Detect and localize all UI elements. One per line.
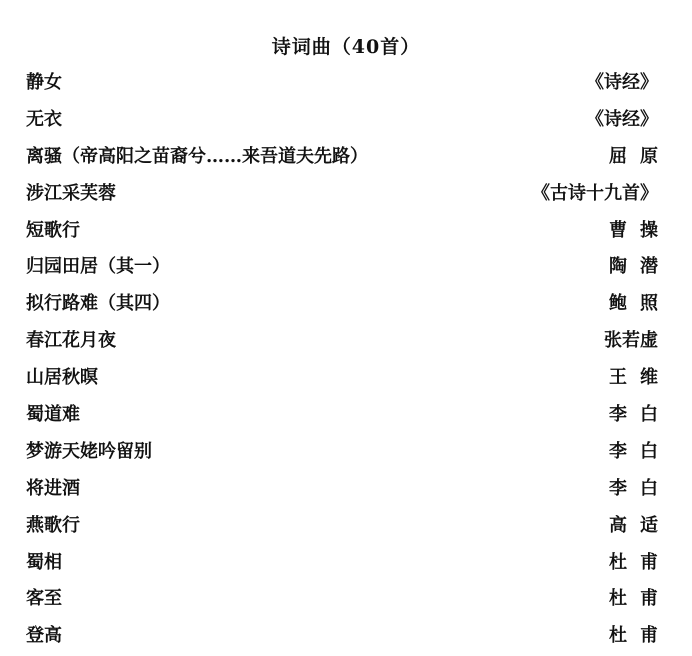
- poem-title: 蜀道难: [26, 404, 80, 426]
- poem-author: 《诗经》: [586, 108, 658, 130]
- list-item: [26, 546, 671, 583]
- list-item: [26, 582, 671, 619]
- list-item: [26, 619, 671, 656]
- list-item: [26, 250, 671, 287]
- poem-author: 杜甫: [609, 588, 671, 610]
- list-item: [26, 324, 658, 361]
- list-item: [26, 287, 671, 324]
- poem-list: [26, 66, 671, 656]
- poem-title: 客至: [26, 588, 62, 610]
- poem-author: 杜甫: [609, 551, 671, 573]
- list-item: [26, 472, 671, 509]
- poem-title: 燕歌行: [26, 514, 80, 536]
- list-item: [26, 509, 671, 546]
- poem-author: 曹操: [609, 219, 671, 241]
- poem-author: 高适: [609, 514, 671, 536]
- list-item: [26, 435, 671, 472]
- poem-title: 春江花月夜: [26, 330, 116, 352]
- poem-title: 拟行路难（其四）: [26, 293, 170, 315]
- poem-author: 陶潜: [609, 256, 671, 278]
- section-heading: 诗词曲（40首）: [271, 36, 421, 58]
- poem-title: 涉江采芙蓉: [26, 182, 116, 204]
- poem-author: 屈原: [609, 145, 671, 167]
- list-item: [26, 214, 671, 251]
- poem-author: 《古诗十九首》: [532, 182, 658, 204]
- poem-author: 李白: [609, 404, 671, 426]
- list-item: [26, 140, 671, 177]
- poem-author: 李白: [609, 477, 671, 499]
- poem-author: 张若虚: [604, 330, 658, 352]
- list-item: [26, 66, 658, 103]
- poem-author: 杜甫: [609, 625, 671, 647]
- poem-title: 短歌行: [26, 219, 80, 241]
- list-item: [26, 177, 658, 214]
- poem-title: 静女: [26, 72, 62, 93]
- poem-author: 王维: [609, 367, 671, 389]
- list-item: [26, 361, 671, 398]
- poem-title: 梦游天姥吟留别: [26, 440, 152, 462]
- poem-title: 山居秋暝: [26, 367, 98, 389]
- poem-title: 归园田居（其一）: [26, 256, 170, 278]
- poem-title: 蜀相: [26, 551, 62, 573]
- poem-author: 鲍照: [609, 293, 671, 315]
- poem-title: 无衣: [26, 108, 62, 130]
- list-item: [26, 103, 658, 140]
- poem-author: 《诗经》: [586, 72, 658, 93]
- list-item: [26, 398, 671, 435]
- poem-title: 登高: [26, 625, 62, 647]
- poem-title: 将进酒: [26, 477, 80, 499]
- poem-author: 李白: [609, 440, 671, 462]
- poem-title: 离骚（帝高阳之苗裔兮……来吾道夫先路）: [26, 145, 368, 167]
